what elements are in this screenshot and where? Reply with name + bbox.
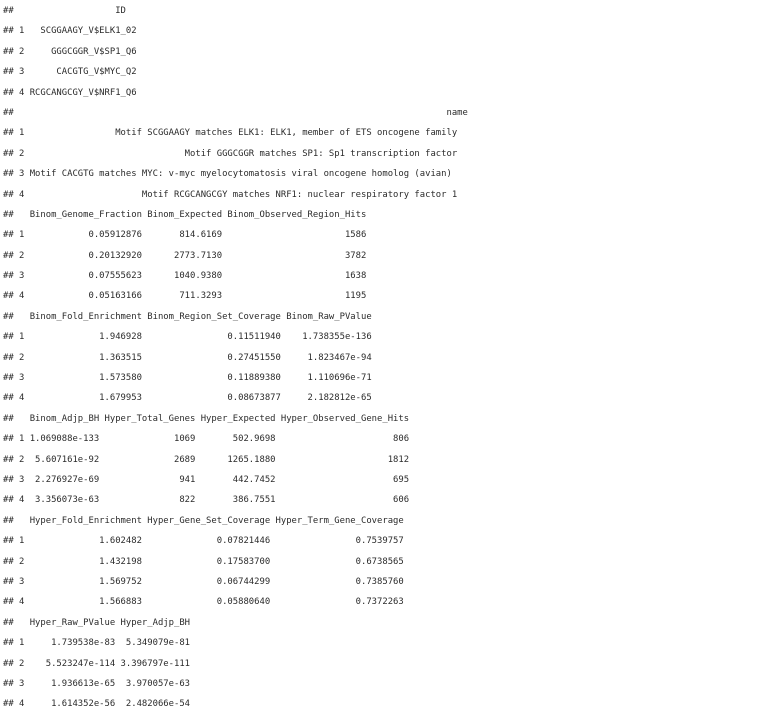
console-line: ## 1 SCGGAAGY_V$ELK1_02	[3, 26, 137, 37]
console-line: ## 1 1.602482 0.07821446 0.7539757	[3, 536, 404, 547]
console-line: ## name	[3, 107, 468, 118]
console-line: ## 3 1.936613e-65 3.970057e-63	[3, 678, 191, 689]
console-line: ## 2 5.607161e-92 2689 1265.1880 1812	[3, 454, 410, 465]
console-line: ## 1 Motif SCGGAAGY matches ELK1: ELK1, member of ETS oncogene family	[3, 128, 458, 139]
console-line: ## 2 1.363515 0.27451550 1.823467e-94	[3, 352, 372, 363]
console-line: ## Binom_Genome_Fraction Binom_Expected Binom_Observed_Region_Hits	[3, 209, 367, 220]
console-line: ## 1 1.739538e-83 5.349079e-81	[3, 638, 191, 649]
console-line: ## 3 1.573580 0.11889380 1.110696e-71	[3, 373, 372, 384]
console-line: ## 3 2.276927e-69 941 442.7452 695	[3, 474, 410, 485]
console-line: ## 4 3.356073e-63 822 386.7551 606	[3, 495, 410, 506]
console-line: ## 2 5.523247e-114 3.396797e-111	[3, 658, 191, 669]
console-line: ## 4 RCGCANGCGY_V$NRF1_Q6	[3, 87, 137, 98]
console-line: ## 2 1.432198 0.17583700 0.6738565	[3, 556, 404, 567]
console-line: ## 3 CACGTG_V$MYC_Q2	[3, 67, 137, 78]
console-line: ## 3 1.569752 0.06744299 0.7385760	[3, 576, 404, 587]
console-line: ## ID	[3, 6, 126, 16]
console-line: ## 2 0.20132920 2773.7130 3782	[3, 250, 367, 261]
console-line: ## 2 GGGCGGR_V$SP1_Q6	[3, 46, 137, 57]
console-output	[3, 1, 757, 715]
console-line: ## 1 1.946928 0.11511940 1.738355e-136	[3, 332, 372, 343]
console-line: ## 1 0.05912876 814.6169 1586	[3, 230, 367, 241]
console-line: ## 4 Motif RCGCANGCGY matches NRF1: nuclear respiratory factor 1	[3, 189, 458, 200]
console-line: ## 2 Motif GGGCGGR matches SP1: Sp1 transcription factor	[3, 148, 458, 159]
console-line: ## Binom_Adjp_BH Hyper_Total_Genes Hyper_Expected Hyper_Observed_Gene_Hits	[3, 413, 410, 424]
console-line: ## Hyper_Raw_PValue Hyper_Adjp_BH	[3, 617, 191, 628]
console-line: ## 4 1.566883 0.05880640 0.7372263	[3, 597, 404, 608]
console-line: ## 3 Motif CACGTG matches MYC: v-myc myelocytomatosis viral oncogene homolog (avian)	[3, 169, 452, 180]
console-line: ## 4 0.05163166 711.3293 1195	[3, 291, 367, 302]
console-line: ## 1 1.069088e-133 1069 502.9698 806	[3, 434, 410, 445]
console-line: ## 3 0.07555623 1040.9380 1638	[3, 271, 367, 282]
console-line: ## Binom_Fold_Enrichment Binom_Region_Set_Coverage Binom_Raw_PValue	[3, 311, 372, 322]
console-line: ## Hyper_Fold_Enrichment Hyper_Gene_Set_Coverage Hyper_Term_Gene_Coverage	[3, 515, 404, 526]
console-line: ## 4 1.679953 0.08673877 2.182812e-65	[3, 393, 372, 404]
console-line: ## 4 1.614352e-56 2.482066e-54	[3, 699, 191, 710]
